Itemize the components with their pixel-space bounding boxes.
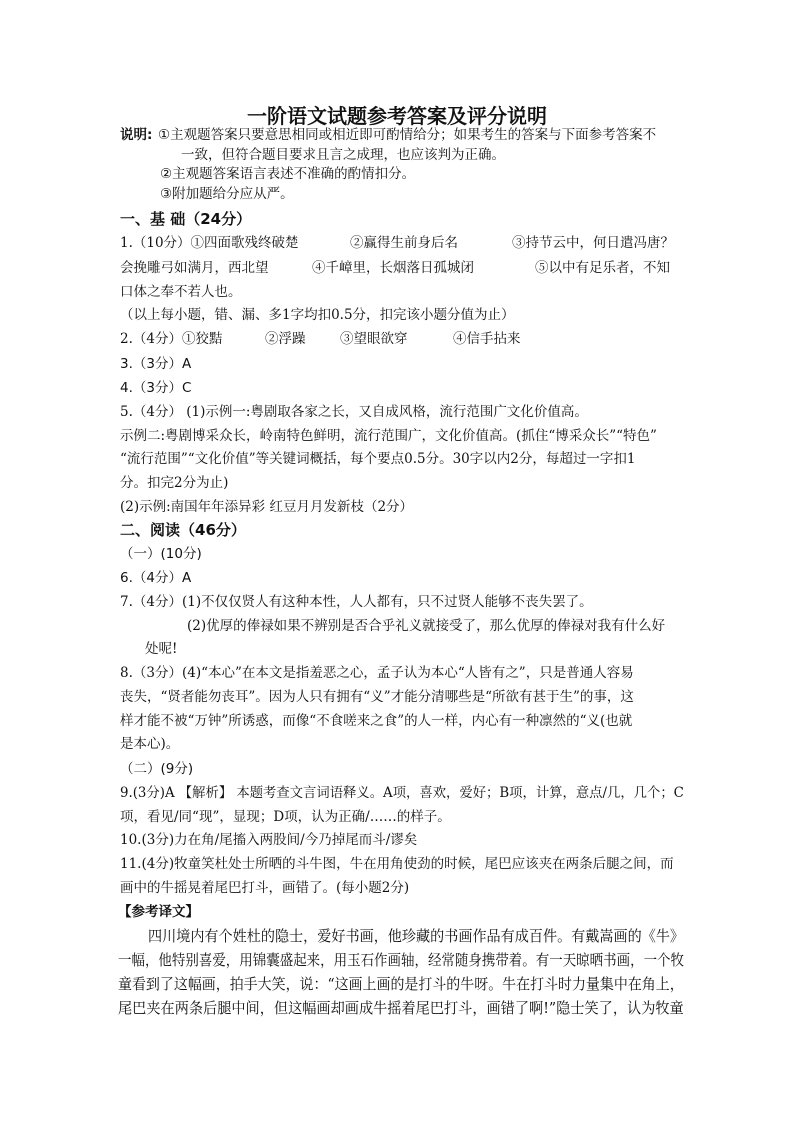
note-line-2: 一致，但符合题目要求且言之成理，也应该判为正确。 (181, 147, 505, 163)
subsection-1-heading: （一）(10分) (120, 546, 202, 562)
q11-line-2: 画中的牛摇晃着尾巴打斗，画错了。(每小题2分) (120, 880, 410, 896)
section-2-heading: 二、阅读（46分） (120, 521, 246, 539)
q2-part-a: 2.（4分）①狡黠 (120, 331, 223, 347)
q5-line-4: 分。扣完2分为止) (120, 475, 229, 491)
q3-answer: 3.（3分）A (120, 356, 192, 372)
q1-scoring-note: （以上每小题，错、漏、多1字均扣0.5分，扣完该小题分值为止） (120, 307, 515, 323)
q1-part-f: ⑤以中有足乐者，不知 (535, 260, 670, 276)
q2-part-b: ②浮躁 (265, 331, 306, 347)
q5-line-2: 示例二:粤剧博采众长，岭南特色鲜明，流行范围广，文化价值高。(抓住“博采众长”“特色” (120, 428, 657, 444)
q9-line-1: 9.(3分)A 【解析】 本题考查文言词语释义。A项，喜欢，爱好；B项，计算，意点/几，几个；C (120, 785, 684, 801)
q1-part-d: 会挽雕弓如满月，西北望 (120, 260, 269, 276)
reference-translation-heading: 【参考译文】 (118, 904, 199, 920)
q5-line-3: “流行范围”“文化价值”等关键词概括，每个要点0.5分。30字以内2分，每超过一字扣1 (120, 451, 636, 467)
page-title: 一阶语文试题参考答案及评分说明 (247, 104, 547, 128)
section-1-heading: 一、基 础（24分） (120, 210, 252, 228)
translation-line-4: 尾巴夹在两条后腿中间，但这幅画却画成牛摇着尾巴打斗，画错了啊!”隐士笑了，认为牧童 (118, 999, 684, 1017)
translation-line-1: 四川境内有个姓杜的隐士，爱好书画，他珍藏的书画作品有成百件。有戴嵩画的《牛》 (148, 927, 685, 945)
q5-line-1: 5.（4分） (1)示例一:粤剧取各家之长，又自成风格，流行范围广文化价值高。 (120, 404, 588, 420)
note-line-3: ②主观题答案语言表述不准确的酌情扣分。 (160, 166, 416, 182)
q9-line-2: 项，看见/同“现”，显现；D项，认为正确/……的样子。 (120, 809, 451, 825)
translation-line-2: 一幅，他特别喜爱，用锦囊盛起来，用玉石作画轴，经常随身携带着。有一天晾晒书画，一个牧 (118, 951, 685, 969)
q6-answer: 6.（4分）A (120, 570, 192, 586)
note-line-4: ③附加题给分应从严。 (160, 186, 294, 202)
q1-part-g: 口体之奉不若人也。 (120, 284, 242, 300)
q2-part-c: ③望眼欲穿 (340, 331, 408, 347)
q7-line-1: 7.（4分）(1)不仅仅贤人有这种本性，人人都有，只不过贤人能够不丧失罢了。 (120, 594, 593, 610)
q8-line-1: 8.（3分）(4)“本心”在本文是指羞恶之心，孟子认为本心“人皆有之”，只是普通人容易 (120, 665, 634, 681)
q7-line-3: 处呢! (145, 641, 178, 657)
q1-part-c: ③持节云中，何日遣冯唐？ (512, 235, 674, 251)
q1-part-a: 1.（10分）①四面歌残终破楚 (120, 235, 299, 251)
q8-line-4: 是本心)。 (120, 736, 180, 752)
q8-line-3: 样才能不被“万钟”所诱惑，而像“不食嗟来之食”的人一样，内心有一种凛然的“义(也就 (120, 713, 633, 729)
q8-line-2: 丧失，“贤者能勿丧耳”。因为人只有拥有“义”才能分清哪些是“所欲有甚于生”的事，这 (120, 689, 634, 705)
subsection-2-heading: （二）(9分) (120, 761, 194, 777)
q11-line-1: 11.(4分)牧童笑杜处士所晒的斗牛图，牛在用角使劲的时候，尾巴应该夹在两条后腿之间，而 (120, 856, 674, 872)
q7-line-2: (2)优厚的俸禄如果不辨别是否合乎礼义就接受了，那么优厚的俸禄对我有什么好 (187, 618, 666, 634)
note-label: 说明: (120, 127, 153, 143)
q1-part-e: ④千嶂里，长烟落日孤城闭 (312, 260, 474, 276)
q2-part-d: ④信手拈来 (453, 331, 521, 347)
q5-line-5: (2)示例:南国年年添异彩 红豆月月发新枝（2分） (120, 499, 414, 515)
translation-line-3: 童看到了这幅画，拍手大笑，说：“这画上画的是打斗的牛呀。牛在打斗时力量集中在角上， (118, 975, 684, 993)
q10-answer: 10.(3分)力在角/尾搐入两股间/今乃掉尾而斗/谬矣 (120, 832, 418, 848)
note-line-1: ①主观题答案只要意思相同或相近即可酌情给分；如果考生的答案与下面参考答案不 (158, 127, 657, 143)
q1-part-b: ②赢得生前身后名 (350, 235, 458, 251)
q4-answer: 4.（3分）C (120, 380, 192, 396)
